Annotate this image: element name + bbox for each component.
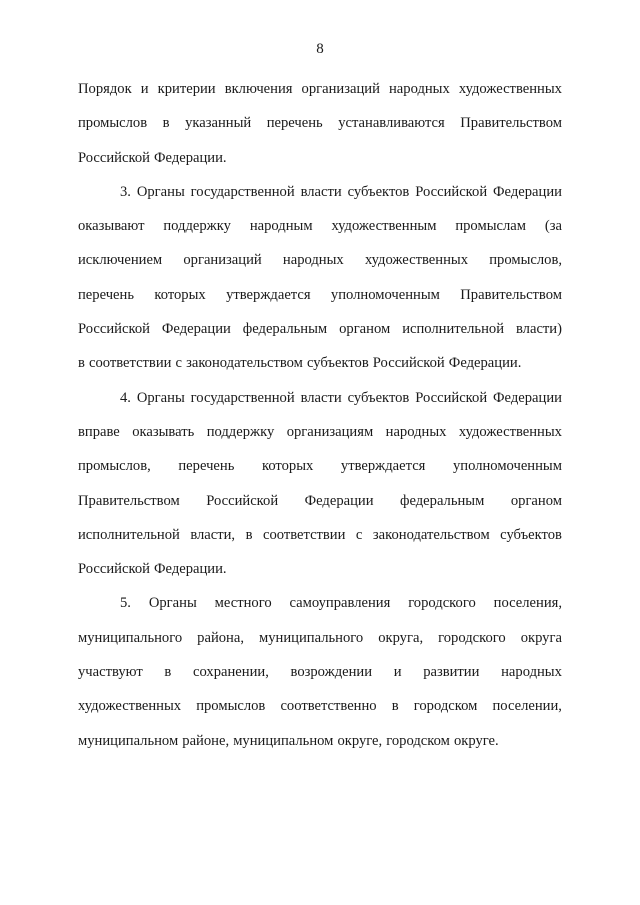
word: Российской bbox=[78, 321, 150, 338]
word: субъектов bbox=[347, 183, 410, 200]
text-line bbox=[78, 586, 562, 620]
word: федеральным bbox=[400, 492, 485, 509]
word: народных bbox=[282, 252, 344, 269]
word: промыслов bbox=[78, 115, 148, 132]
text-line bbox=[78, 175, 562, 209]
word: городском bbox=[386, 732, 450, 749]
word: народных bbox=[501, 664, 562, 681]
word: Федерации bbox=[304, 492, 374, 509]
text-line bbox=[78, 415, 562, 449]
paragraph bbox=[78, 175, 562, 381]
word: перечень bbox=[178, 458, 235, 475]
word: Правительством bbox=[460, 286, 562, 303]
word: Федерации. bbox=[154, 149, 227, 166]
word: уполномоченным bbox=[330, 286, 440, 303]
text-line bbox=[78, 518, 562, 552]
word: утверждается bbox=[340, 458, 426, 475]
word: государственной bbox=[190, 183, 295, 200]
word: Российской bbox=[415, 183, 488, 200]
paragraph bbox=[78, 381, 562, 587]
word: исполнительной bbox=[78, 526, 180, 543]
word: самоуправления bbox=[289, 595, 391, 612]
word: Российской bbox=[78, 561, 150, 578]
word: округе. bbox=[453, 732, 499, 749]
word: муниципальном bbox=[78, 732, 179, 749]
word: Федерации bbox=[493, 183, 562, 200]
word: перечень bbox=[266, 115, 323, 132]
word: промыслов, bbox=[489, 252, 562, 269]
word: народным bbox=[249, 218, 313, 235]
text-line bbox=[78, 621, 562, 655]
word: (за bbox=[544, 218, 562, 235]
paragraph bbox=[78, 72, 562, 175]
word: поселения, bbox=[493, 595, 562, 612]
word: в bbox=[164, 664, 172, 681]
paragraph bbox=[78, 586, 562, 757]
word: городского bbox=[408, 595, 476, 612]
word: Органы bbox=[136, 389, 185, 406]
word: власти) bbox=[515, 321, 562, 338]
word: исполнительной bbox=[402, 321, 505, 338]
word: соответственно bbox=[280, 698, 377, 715]
word: промыслам bbox=[455, 218, 526, 235]
word: художественным bbox=[331, 218, 437, 235]
word: включения bbox=[224, 81, 293, 97]
text-line bbox=[78, 484, 562, 518]
word: органом bbox=[510, 492, 562, 509]
word: организациям bbox=[286, 423, 374, 440]
word: Органы bbox=[136, 183, 185, 200]
document-body bbox=[78, 72, 562, 758]
word: поддержку bbox=[206, 423, 275, 440]
text-line bbox=[78, 724, 562, 758]
word: уполномоченным bbox=[453, 458, 562, 475]
text-line bbox=[78, 209, 562, 243]
text-line bbox=[78, 381, 562, 415]
text-line bbox=[78, 655, 562, 689]
word: государственной bbox=[190, 389, 295, 406]
word: развитии bbox=[423, 664, 480, 681]
word: перечень bbox=[78, 286, 134, 303]
word: субъектов bbox=[306, 355, 369, 372]
word: Федерации. bbox=[154, 561, 227, 578]
word: с bbox=[175, 355, 183, 372]
word: и bbox=[140, 81, 149, 97]
word: муниципального bbox=[78, 629, 183, 646]
word: в bbox=[391, 698, 399, 715]
word: Федерации bbox=[161, 321, 231, 338]
word: района, bbox=[197, 629, 244, 646]
word: Порядок bbox=[78, 81, 132, 97]
word: и bbox=[393, 664, 402, 681]
text-line bbox=[78, 72, 562, 106]
text-line bbox=[78, 689, 562, 723]
word: художественных bbox=[78, 698, 182, 715]
word: Правительством bbox=[78, 492, 180, 509]
word: возрождении bbox=[290, 664, 373, 681]
word: городского bbox=[438, 629, 506, 646]
text-line bbox=[78, 141, 562, 175]
word: федеральным bbox=[242, 321, 328, 338]
word: Федерации bbox=[493, 389, 562, 406]
word: городском bbox=[413, 698, 478, 715]
page-number: 8 bbox=[316, 41, 324, 57]
word: народных bbox=[385, 423, 447, 440]
word: в bbox=[162, 115, 170, 132]
word: соответствии bbox=[88, 355, 172, 372]
word: Российской bbox=[206, 492, 279, 509]
word: художественных bbox=[458, 81, 562, 97]
word: в bbox=[245, 526, 253, 543]
word: поселении, bbox=[492, 698, 562, 715]
word: в bbox=[78, 355, 85, 372]
word: которых bbox=[154, 286, 206, 303]
word: указанный bbox=[185, 115, 252, 132]
word: органом bbox=[339, 321, 391, 338]
word: субъектов bbox=[347, 389, 410, 406]
text-line bbox=[78, 106, 562, 140]
word: законодательством bbox=[186, 355, 303, 372]
word: организаций bbox=[183, 252, 262, 269]
word: 3. bbox=[120, 183, 131, 200]
word: Российской bbox=[372, 355, 445, 372]
word: 4. bbox=[120, 389, 131, 406]
word: власти bbox=[300, 183, 342, 200]
word: поддержку bbox=[163, 218, 231, 235]
word: устанавливаются bbox=[338, 115, 445, 132]
word: власти, bbox=[190, 526, 236, 543]
word: оказывать bbox=[132, 423, 195, 440]
word: промыслов, bbox=[78, 458, 151, 475]
word: участвуют bbox=[78, 664, 143, 681]
word: художественных bbox=[458, 423, 562, 440]
word: художественных bbox=[364, 252, 469, 269]
word: районе, bbox=[182, 732, 230, 749]
text-line bbox=[78, 346, 562, 380]
word: Федерации. bbox=[448, 355, 522, 372]
word: промыслов bbox=[196, 698, 266, 715]
word: субъектов bbox=[500, 526, 562, 543]
word: местного bbox=[214, 595, 272, 612]
text-line bbox=[78, 243, 562, 277]
word: округа, bbox=[378, 629, 424, 646]
text-line bbox=[78, 312, 562, 346]
word: Российской bbox=[78, 149, 150, 166]
word: 5. bbox=[120, 595, 131, 612]
word: Органы bbox=[148, 595, 197, 612]
word: с bbox=[355, 526, 363, 543]
word: сохранении, bbox=[193, 664, 269, 681]
word: организаций bbox=[301, 81, 380, 97]
word: народных bbox=[388, 81, 450, 97]
word: округа bbox=[520, 629, 562, 646]
word: муниципального bbox=[259, 629, 364, 646]
word: соответствии bbox=[262, 526, 346, 543]
word: власти bbox=[300, 389, 342, 406]
word: которых bbox=[261, 458, 314, 475]
word: критерии bbox=[157, 81, 216, 97]
word: утверждается bbox=[226, 286, 311, 303]
word: муниципальном bbox=[233, 732, 334, 749]
text-line bbox=[78, 278, 562, 312]
word: вправе bbox=[78, 423, 120, 440]
word: законодательством bbox=[372, 526, 490, 543]
word: оказывают bbox=[78, 218, 145, 235]
word: Правительством bbox=[460, 115, 562, 132]
text-line bbox=[78, 449, 562, 483]
word: исключением bbox=[78, 252, 163, 269]
text-line bbox=[78, 552, 562, 586]
word: округе, bbox=[337, 732, 383, 749]
word: Российской bbox=[415, 389, 488, 406]
